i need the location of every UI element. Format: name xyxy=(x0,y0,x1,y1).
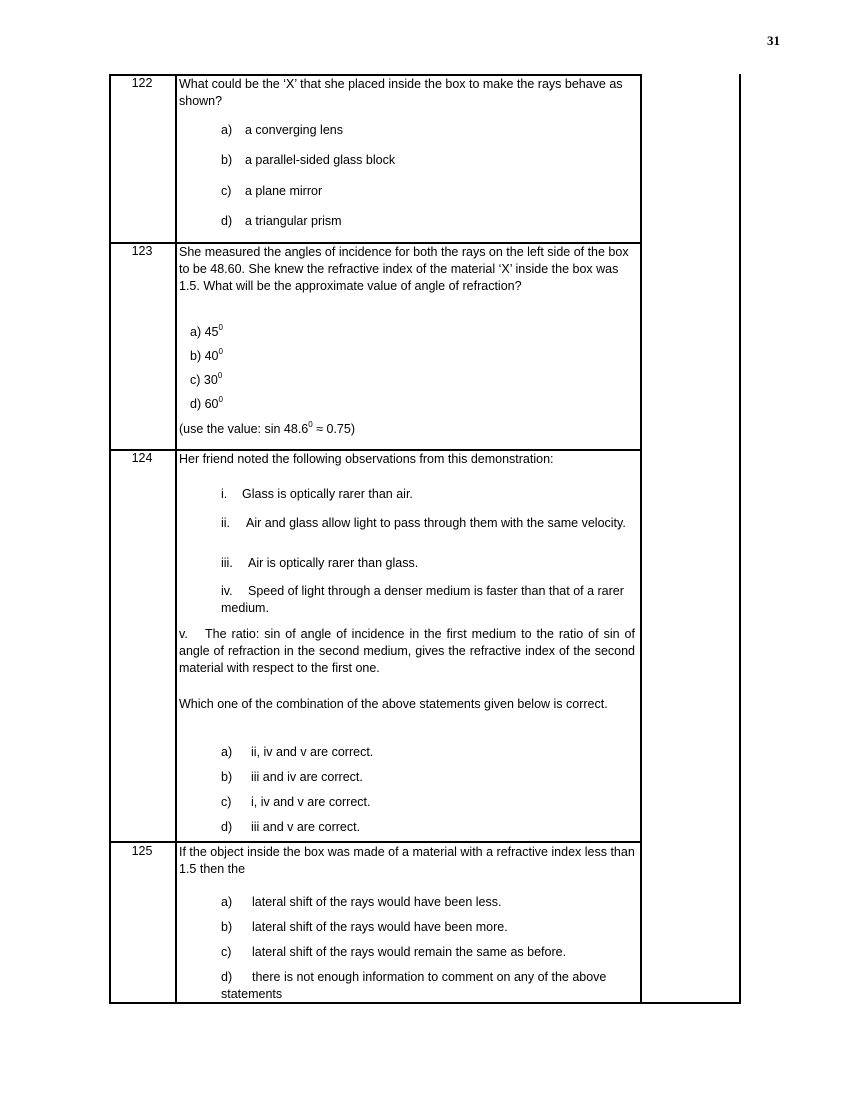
question-text: Her friend noted the following observations from this demonstration: xyxy=(179,452,554,466)
option-b xyxy=(221,152,395,169)
option-text: there is not enough information to comment on any of the above statements xyxy=(221,970,607,1001)
option-value: 40 xyxy=(204,349,219,363)
degree-superscript: 0 xyxy=(218,395,223,404)
option-a xyxy=(221,122,343,139)
option-b xyxy=(190,348,223,365)
option-c xyxy=(221,183,322,200)
question-number: 122 xyxy=(131,76,153,90)
statement-label: iii. xyxy=(221,556,233,570)
option-b xyxy=(221,919,508,936)
question-text: She measured the angles of incidence for both the rays on the left side of the box to be 48.60. She knew the refractive index of the material ‘X’ inside the box was 1.5. What will be the approximate value of angle of refraction? xyxy=(179,245,629,293)
option-label: a) xyxy=(221,745,233,759)
option-label: d) xyxy=(221,820,233,834)
option-label: b) xyxy=(190,349,202,363)
option-text: i, iv and v are correct. xyxy=(251,795,371,809)
option-label: d) xyxy=(190,397,202,411)
statement-v xyxy=(179,626,635,677)
option-a xyxy=(221,744,373,761)
question-text: If the object inside the box was made of a material with a refractive index less than 1.5 then the xyxy=(179,845,635,876)
degree-superscript: 0 xyxy=(218,323,223,332)
question-hint xyxy=(179,421,355,438)
page-number: 31 xyxy=(767,33,780,48)
option-a xyxy=(221,894,501,911)
statement-iv xyxy=(221,583,631,617)
statement-text: Glass is optically rarer than air. xyxy=(242,487,413,501)
degree-superscript: 0 xyxy=(218,347,223,356)
statement-text: Speed of light through a denser medium is faster than that of a rarer medium. xyxy=(221,584,624,615)
option-text: ii, iv and v are correct. xyxy=(251,745,374,759)
option-d xyxy=(221,819,360,836)
statement-ii xyxy=(221,515,631,532)
hint-text: ≈ 0.75) xyxy=(312,422,356,436)
statement-label: v. xyxy=(179,627,188,641)
question-number: 125 xyxy=(131,844,153,858)
option-label: c) xyxy=(221,184,232,198)
statement-text: The ratio: sin of angle of incidence in the first medium to the ratio of sin of angle of refraction in the second medium, gives the refractive index of the second material with respect to the first one. xyxy=(179,627,635,675)
option-label: a) xyxy=(221,895,233,909)
option-text: a converging lens xyxy=(245,123,343,137)
option-a xyxy=(190,324,223,341)
option-text: a plane mirror xyxy=(245,184,323,198)
option-d xyxy=(221,213,342,230)
statement-text: Air is optically rarer than glass. xyxy=(248,556,419,570)
option-d xyxy=(190,396,223,413)
option-label: a) xyxy=(221,123,233,137)
table-right-border xyxy=(739,74,741,1004)
option-value: 45 xyxy=(204,325,219,339)
option-label: b) xyxy=(221,920,233,934)
table-column-divider xyxy=(640,74,642,1004)
option-label: c) xyxy=(221,795,232,809)
table-column-divider xyxy=(175,74,177,1004)
option-label: c) xyxy=(190,373,201,387)
question-number: 124 xyxy=(131,451,153,465)
option-text: iii and v are correct. xyxy=(251,820,361,834)
statement-iii xyxy=(221,555,631,572)
option-label: d) xyxy=(221,214,233,228)
degree-superscript: 0 xyxy=(217,371,223,380)
question-text: What could be the ‘X’ that she placed inside the box to make the rays behave as shown? xyxy=(179,77,623,108)
option-value: 60 xyxy=(204,397,219,411)
question-number: 123 xyxy=(131,244,153,258)
question-table xyxy=(109,74,741,1004)
option-text: a parallel-sided glass block xyxy=(245,153,396,167)
option-text: iii and iv are correct. xyxy=(251,770,363,784)
option-label: d) xyxy=(221,970,233,984)
option-d xyxy=(221,969,631,1003)
table-row-divider xyxy=(109,841,642,843)
option-text: lateral shift of the rays would remain the same as before. xyxy=(252,945,567,959)
option-value: 30 xyxy=(203,373,218,387)
table-left-border xyxy=(109,74,111,1004)
question-prompt: Which one of the combination of the above statements given below is correct. xyxy=(179,697,608,711)
hint-text: (use the value: sin 48.6 xyxy=(179,422,309,436)
option-b xyxy=(221,769,363,786)
option-text: lateral shift of the rays would have been less. xyxy=(252,895,502,909)
statement-label: iv. xyxy=(221,584,233,598)
option-label: b) xyxy=(221,770,233,784)
degree-superscript: 0 xyxy=(308,420,313,429)
statement-label: ii. xyxy=(221,516,231,530)
option-c xyxy=(221,944,566,961)
statement-text: Air and glass allow light to pass through them with the same velocity. xyxy=(246,516,626,530)
option-c xyxy=(221,794,371,811)
statement-i xyxy=(221,486,631,503)
option-text: a triangular prism xyxy=(245,214,342,228)
option-text: lateral shift of the rays would have been more. xyxy=(252,920,508,934)
option-label: a) xyxy=(190,325,202,339)
option-c xyxy=(190,372,222,389)
statement-label: i. xyxy=(221,487,228,501)
option-label: b) xyxy=(221,153,233,167)
option-label: c) xyxy=(221,945,232,959)
